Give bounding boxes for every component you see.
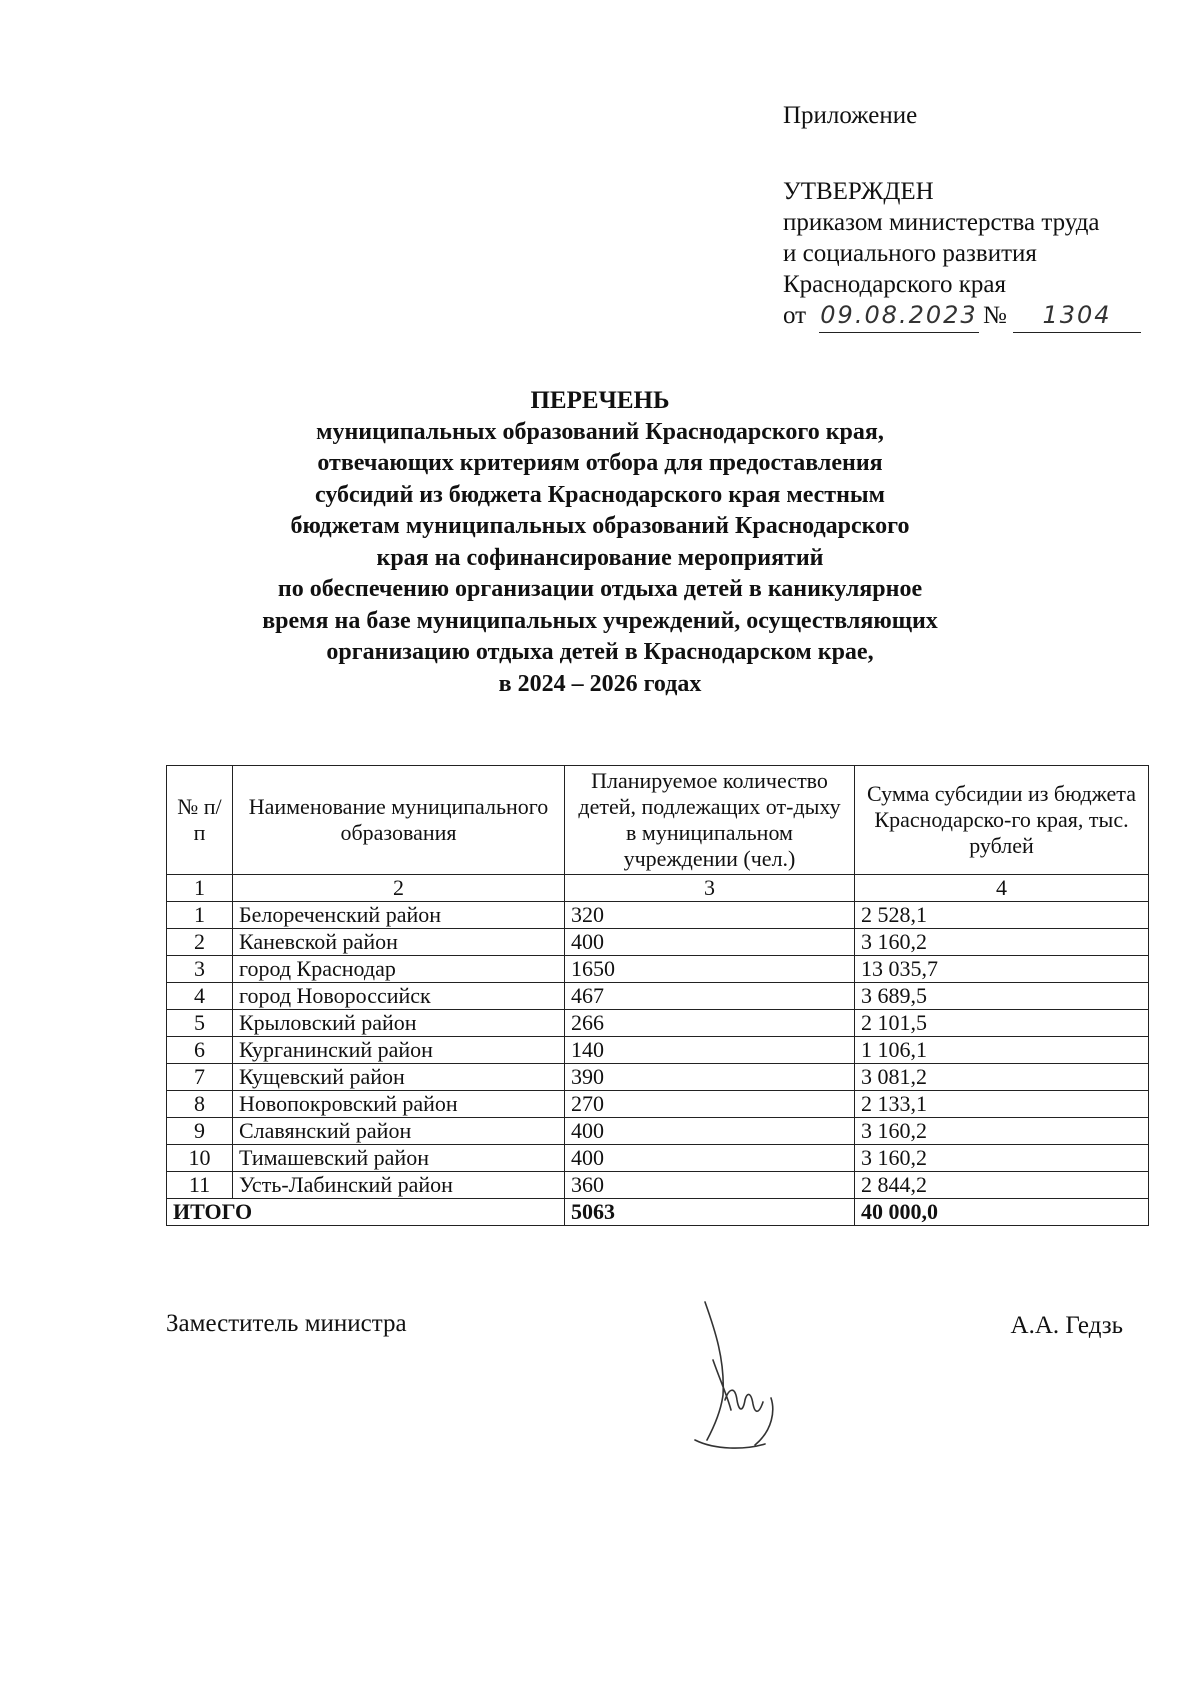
approval-line-1: приказом министерства труда: [783, 209, 1100, 236]
row-number: 8: [167, 1091, 233, 1118]
handwritten-signature: [685, 1300, 795, 1450]
table-header-row: [167, 766, 1149, 875]
row-municipality: Крыловский район: [233, 1010, 565, 1037]
approved-label: УТВЕРЖДЕН: [783, 178, 934, 205]
table-row: [167, 1064, 1149, 1091]
row-municipality: Усть-Лабинский район: [233, 1172, 565, 1199]
row-subsidy: 13 035,7: [855, 956, 1149, 983]
row-subsidy: 1 106,1: [855, 1037, 1149, 1064]
row-municipality: Курганинский район: [233, 1037, 565, 1064]
row-number: 11: [167, 1172, 233, 1199]
total-subsidy: 40 000,0: [855, 1199, 1149, 1226]
row-children: 270: [565, 1091, 855, 1118]
title-line: края на софинансирование мероприятий: [376, 544, 824, 571]
title-heading: ПЕРЕЧЕНЬ: [530, 387, 670, 414]
signer-position: Заместитель министра: [166, 1310, 407, 1337]
row-subsidy: 2 528,1: [855, 902, 1149, 929]
column-number-row: [167, 875, 1149, 902]
row-subsidy: 3 689,5: [855, 983, 1149, 1010]
header-municipality: Наименование муниципального образования: [233, 766, 565, 875]
title-line: отвечающих критериям отбора для предоставления: [317, 450, 883, 476]
row-number: 3: [167, 956, 233, 983]
row-municipality: Новопокровский район: [233, 1091, 565, 1118]
table-row: [167, 929, 1149, 956]
row-subsidy: 3 160,2: [855, 1118, 1149, 1145]
table-row: [167, 1118, 1149, 1145]
row-children: 266: [565, 1010, 855, 1037]
row-municipality: Тимашевский район: [233, 1145, 565, 1172]
row-municipality: Кущевский район: [233, 1064, 565, 1091]
document-title: [240, 385, 960, 700]
municipalities-table: [166, 765, 1149, 1226]
table-row: [167, 1091, 1149, 1118]
row-subsidy: 3 160,2: [855, 1145, 1149, 1172]
row-children: 390: [565, 1064, 855, 1091]
column-number: 1: [167, 875, 233, 902]
row-children: 400: [565, 1145, 855, 1172]
table-row: [167, 1145, 1149, 1172]
number-prefix: №: [983, 302, 1007, 329]
total-row: [167, 1199, 1149, 1226]
title-line: организацию отдыха детей в Краснодарском крае,: [326, 639, 874, 665]
row-children: 400: [565, 929, 855, 956]
row-number: 5: [167, 1010, 233, 1037]
order-number-handwritten: 1304: [1013, 300, 1141, 333]
row-subsidy: 3 160,2: [855, 929, 1149, 956]
total-children: 5063: [565, 1199, 855, 1226]
row-children: 140: [565, 1037, 855, 1064]
title-line: по обеспечению организации отдыха детей в каникулярное: [277, 576, 923, 602]
header-number: № п/п: [167, 766, 233, 875]
approval-line-3: Краснодарского края: [783, 271, 1006, 298]
column-number: 3: [565, 875, 855, 902]
header-children: Планируемое количество детей, подлежащих от-дыху в муниципальном учреждении (чел.): [565, 766, 855, 875]
signer-name: А.А. Гедзь: [1010, 1312, 1123, 1339]
table-row: [167, 956, 1149, 983]
row-children: 320: [565, 902, 855, 929]
date-prefix: от: [783, 302, 807, 329]
title-line: время на базе муниципальных учреждений, осуществляющих: [262, 607, 938, 634]
total-label: ИТОГО: [167, 1199, 565, 1226]
table-row: [167, 1037, 1149, 1064]
row-number: 2: [167, 929, 233, 956]
table-row: [167, 983, 1149, 1010]
row-subsidy: 3 081,2: [855, 1064, 1149, 1091]
row-children: 467: [565, 983, 855, 1010]
column-number: 4: [855, 875, 1149, 902]
table-row: [167, 1172, 1149, 1199]
row-municipality: город Краснодар: [233, 956, 565, 983]
row-municipality: Каневской район: [233, 929, 565, 956]
appendix-label: Приложение: [783, 102, 918, 129]
row-number: 9: [167, 1118, 233, 1145]
row-number: 10: [167, 1145, 233, 1172]
approval-block: [783, 100, 1143, 334]
approval-line-2: и социального развития: [783, 240, 1037, 267]
row-children: 1650: [565, 956, 855, 983]
row-subsidy: 2 844,2: [855, 1172, 1149, 1199]
title-line: в 2024 – 2026 годах: [498, 670, 702, 697]
title-line: бюджетам муниципальных образований Краснодарского: [290, 513, 910, 539]
title-line: муниципальных образований Краснодарского края,: [316, 418, 884, 445]
column-number: 2: [233, 875, 565, 902]
row-municipality: Белореченский район: [233, 902, 565, 929]
row-municipality: город Новороссийск: [233, 983, 565, 1010]
title-line: субсидий из бюджета Краснодарского края местным: [315, 481, 885, 508]
row-number: 1: [167, 902, 233, 929]
row-subsidy: 2 133,1: [855, 1091, 1149, 1118]
row-children: 360: [565, 1172, 855, 1199]
table-row: [167, 902, 1149, 929]
row-number: 6: [167, 1037, 233, 1064]
order-date-row: [783, 300, 1143, 334]
row-children: 400: [565, 1118, 855, 1145]
order-date-handwritten: 09.08.2023: [819, 300, 979, 333]
row-municipality: Славянский район: [233, 1118, 565, 1145]
table-row: [167, 1010, 1149, 1037]
row-subsidy: 2 101,5: [855, 1010, 1149, 1037]
row-number: 7: [167, 1064, 233, 1091]
row-number: 4: [167, 983, 233, 1010]
header-subsidy: Сумма субсидии из бюджета Краснодарско-го края, тыс. рублей: [855, 766, 1149, 875]
